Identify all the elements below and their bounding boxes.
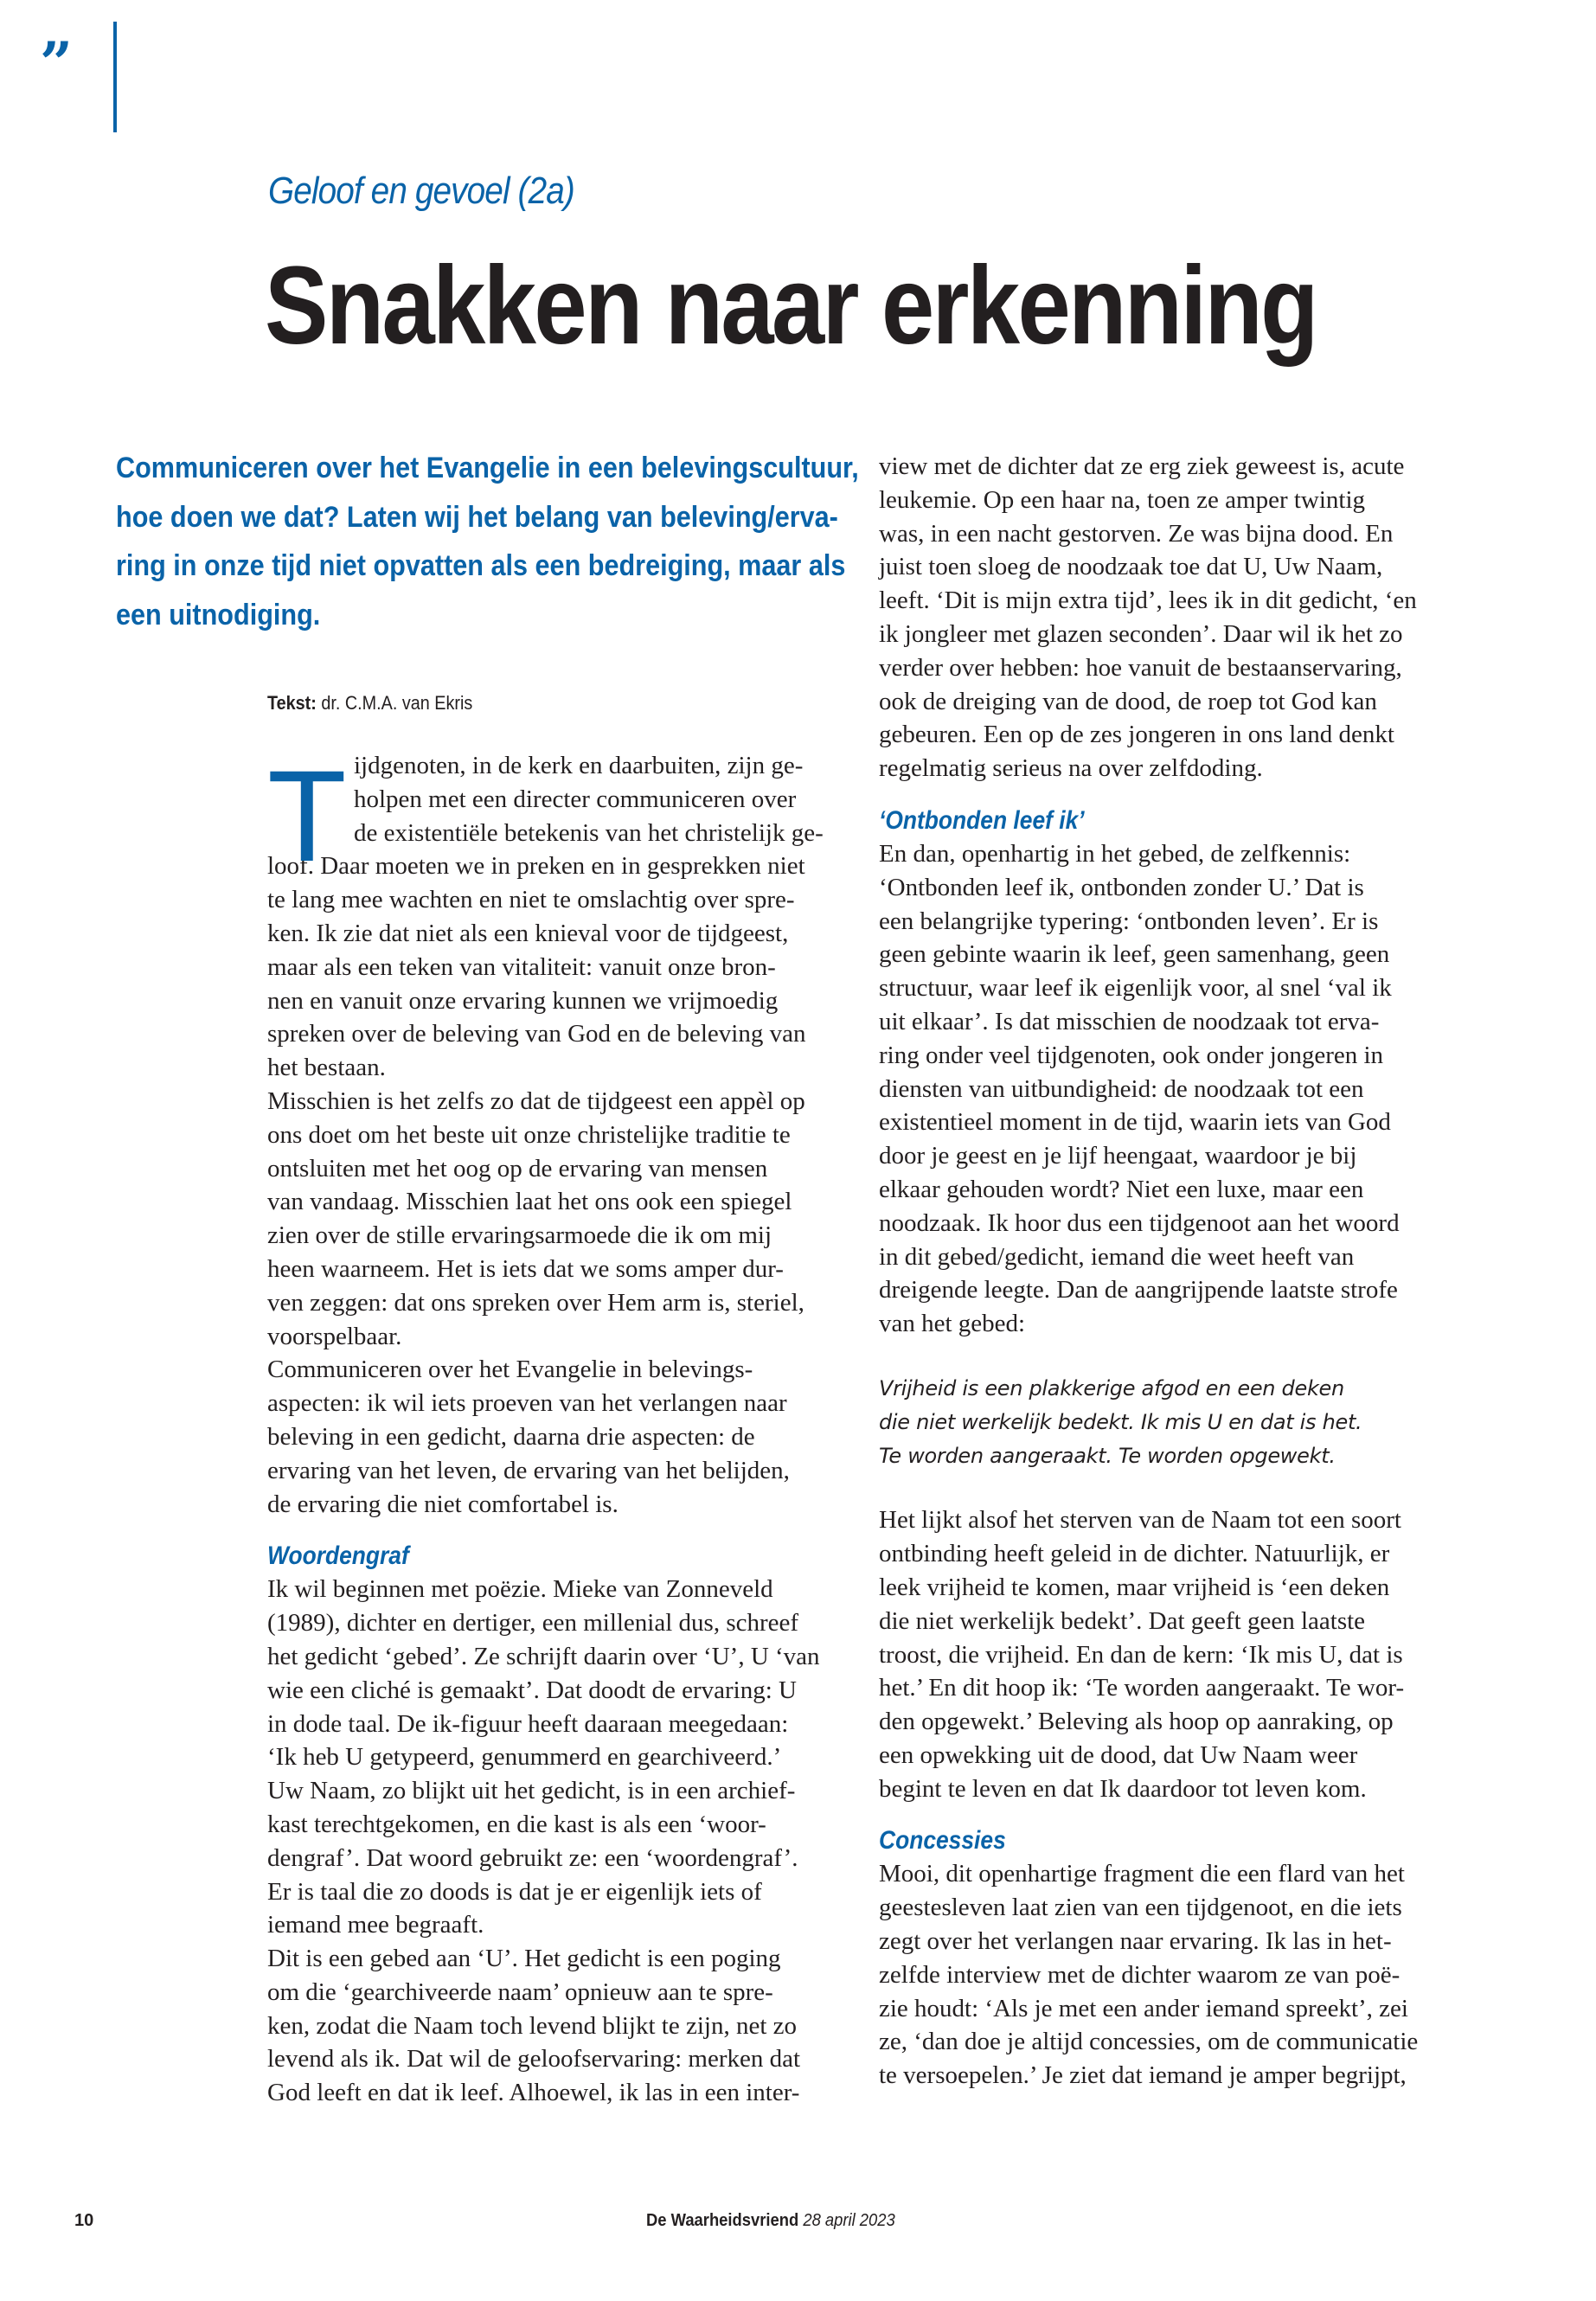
text-line: maar als een teken van vitaliteit: vanuit onze bron- [267,952,776,981]
text-line: loof. Daar moeten we in preken en in gesprekken niet [267,852,805,881]
text-line: die niet werkelijk bedekt’. Dat geeft geen laatste [879,1606,1366,1635]
byline-author: dr. C.M.A. van Ekris [321,692,473,714]
text-line: leek vrijheid te komen, maar vrijheid is ‘een deken [879,1573,1390,1601]
text-line: ons doet om het beste uit onze christelijke traditie te [267,1120,791,1149]
paragraph [267,1942,856,2110]
text-line: in dode taal. De ik-figuur heeft daaraan meegedaan: [267,1709,789,1738]
text-line: wie een cliché is gemaakt’. Dat doodt de ervaring: U [267,1676,797,1704]
text-line: view met de dichter dat ze erg ziek geweest is, acute [879,452,1405,480]
text-line: noodzaak. Ik hoor dus een tijdgenoot aan het woord [879,1208,1400,1237]
text-line: God leeft en dat ik leef. Alhoewel, ik las in een inter- [267,2079,800,2107]
header-divider [113,22,117,132]
text-line: Vrijheid is een plakkerige afgod en een deken [879,1375,1344,1400]
publication-footer [646,2211,895,2231]
text-line: om die ‘gearchiveerde naam’ opnieuw aan te spre- [267,1977,773,2006]
text-line: Misschien is het zelfs zo dat de tijdgeest een appèl op [267,1086,805,1115]
text-line: ijdgenoten, in de kerk en daarbuiten, zijn ge- [354,752,804,779]
subheading-concessies: Concessies [879,1826,1006,1856]
text-line: Het lijkt alsof het sterven van de Naam tot een soort [879,1506,1401,1535]
text-line: verder over hebben: hoe vanuit de bestaanservaring, [879,653,1402,682]
byline [267,692,472,715]
text-line: door je geest en je lijf heengaat, waardoor je bij [879,1142,1357,1170]
text-line: te versoepelen.’ Je ziet dat iemand je amper begrijpt, [879,2061,1407,2090]
text-line: in dit gebed/gedicht, iemand die weet heeft van [879,1242,1355,1271]
text-line: Ik wil beginnen met poëzie. Mieke van Zonneveld [267,1575,773,1604]
text-line: te lang mee wachten en niet te omslachtig over spre- [267,886,795,914]
text-line: de existentiële betekenis van het christelijk ge- [354,818,824,847]
paragraph [267,1353,856,1521]
text-line: levend als ik. Dat wil de geloofservaring: merken dat [267,2045,801,2073]
text-line: ‘Ontbonden leef ik, ontbonden zonder U.’ Dat is [879,873,1364,901]
text-line: gebeuren. Een op de zes jongeren in ons land denkt [879,721,1394,749]
text-line: Te worden aangeraakt. Te worden opgewekt. [879,1443,1336,1468]
text-line: (1989), dichter en dertiger, een millenial dus, schreef [267,1609,799,1638]
text-line: kast terechtgekomen, en die kast is als een ‘woor- [267,1810,766,1838]
page-number: 10 [74,2211,94,2230]
text-line: dreigende leegte. Dan de aangrijpende laatste strofe [879,1276,1398,1304]
text-line: diensten van uitbundigheid: de noodzaak tot een [879,1074,1364,1103]
text-line: geestesleven laat zien van een tijdgenoot, en die iets [879,1894,1402,1922]
paragraph [879,450,1476,785]
text-line: regelmatig serieus na over zelfdoding. [879,754,1263,783]
text-line: Communiceren over het Evangelie in belevings- [267,1356,753,1384]
closing-quote-icon: ” [40,29,67,97]
text-line: ook de dreiging van de dood, de roep tot God kan [879,687,1377,715]
intro-line: hoe doen we dat? Laten wij het belang van beleving/erva- [116,500,838,534]
text-line: dengraf’. Dat woord gebruikt ze: een ‘woordengraf’. [267,1843,798,1872]
paragraph [267,849,856,1085]
intro-line: Communiceren over het Evangelie in een belevingscultuur, [116,452,859,484]
text-line: begint te leven en dat Ik daardoor tot leven kom. [879,1774,1367,1803]
text-line: leeft. ‘Dit is mijn extra tijd’, lees ik in dit gedicht, ‘en [879,586,1417,615]
paragraph [879,1857,1476,2093]
text-line: Mooi, dit openhartige fragment die een flard van het [879,1860,1405,1888]
text-line: ontsluiten met het oog op de ervaring van mensen [267,1154,768,1183]
text-line: een belangrijke typering: ‘ontbonden leven’. Er is [879,907,1379,935]
byline-label: Tekst: [267,692,317,714]
text-line: van het gebed: [879,1310,1026,1338]
text-line: Dit is een gebed aan ‘U’. Het gedicht is een poging [267,1945,781,1973]
publication-name: De Waarheidsvriend [646,2211,799,2230]
text-line: beleving in een gedicht, daarna drie aspecten: de [267,1422,755,1451]
text-line: iemand mee begraaft. [267,1911,484,1939]
text-line: zelfde interview met de dichter waarom ze van poë- [879,1960,1401,1989]
text-line: holpen met een directer communiceren over [354,785,797,813]
text-line: elkaar gehouden wordt? Niet een luxe, maar een [879,1175,1364,1203]
text-line: voorspelbaar. [267,1322,402,1350]
text-line: het gedicht ‘gebed’. Ze schrijft daarin over ‘U’, U ‘van [267,1642,820,1670]
text-line: ze, ‘dan doe je altijd concessies, om de communicatie [879,2028,1419,2056]
text-line: den opgewekt.’ Beleving als hoop op aanraking, op [879,1708,1394,1736]
text-line: heen waarneem. Het is iets dat we soms amper dur- [267,1254,784,1283]
intro-line: een uitnodiging. [116,598,321,631]
article-title: Snakken naar erkenning [265,244,1317,368]
left-column [267,743,856,2110]
right-column [879,450,1476,2093]
paragraph [879,837,1476,1341]
publication-date: 28 april 2023 [803,2211,895,2230]
paragraph [879,1503,1476,1805]
subheading-ontbonden: ‘Ontbonden leef ik’ [879,805,1085,835]
drop-cap: T [267,743,347,888]
text-line: zie houdt: ‘Als je met een ander iemand spreekt’, zei [879,1994,1408,2022]
text-line: structuur, waar leef ik eigenlijk voor, al snel ‘val ik [879,974,1392,1003]
text-line: uit elkaar’. Is dat misschien de noodzaak tot erva- [879,1007,1380,1035]
text-line: zien over de stille ervaringsarmoede die ik om mij [267,1221,772,1250]
text-line: het bestaan. [267,1054,386,1082]
text-line: zegt over het verlangen naar ervaring. Ik las in het- [879,1927,1392,1956]
subheading-woordengraf: Woordengraf [267,1541,409,1571]
poem-quote [879,1372,1476,1472]
text-line: ervaring van het leven, de ervaring van het belijden, [267,1456,790,1484]
text-line: van vandaag. Misschien laat het ons ook een spiegel [267,1188,792,1216]
article-intro [116,444,859,639]
paragraph [267,1085,856,1353]
text-line: een opwekking uit de dood, dat Uw Naam weer [879,1740,1358,1769]
text-line: die niet werkelijk bedekt. Ik mis U en dat is het. [879,1409,1362,1434]
text-line: de ervaring die niet comfortabel is. [267,1490,619,1518]
text-line: leukemie. Op een haar na, toen ze amper twintig [879,485,1366,514]
text-line: ik jongleer met glazen seconden’. Daar wil ik het zo [879,619,1403,648]
text-line: nen en vanuit onze ervaring kunnen we vrijmoedig [267,986,779,1015]
text-line: troost, die vrijheid. En dan de kern: ‘Ik mis U, dat is [879,1640,1403,1669]
text-line: ontbinding heeft geleid in de dichter. Natuurlijk, er [879,1540,1390,1568]
text-line: ring onder veel tijdgenoten, ook onder jongeren in [879,1041,1384,1069]
intro-line: ring in onze tijd niet opvatten als een bedreiging, maar als [116,549,846,582]
text-line: Uw Naam, zo blijkt uit het gedicht, is in een archief- [267,1777,796,1805]
text-line: geen gebinte waarin ik leef, geen samenhang, geen [879,940,1390,969]
text-line: spreken over de beleving van God en de beleving van [267,1020,806,1048]
text-line: ken. Ik zie dat niet als een knieval voor de tijdgeest, [267,919,789,947]
series-kicker: Geloof en gevoel (2a) [268,170,574,212]
text-line: ‘Ik heb U getypeerd, genummerd en gearchiveerd.’ [267,1743,782,1772]
paragraph [267,1573,856,1942]
text-line: aspecten: ik wil iets proeven van het verlangen naar [267,1389,787,1418]
text-line: En dan, openhartig in het gebed, de zelfkennis: [879,839,1351,868]
text-line: ven zeggen: dat ons spreken over Hem arm is, steriel, [267,1288,804,1317]
text-line: juist toen sloeg de noodzaak toe dat U, Uw Naam, [879,553,1383,581]
text-line: existentieel moment in de tijd, waarin iets van God [879,1108,1391,1137]
text-line: Er is taal die zo doods is dat je er eigenlijk iets of [267,1877,762,1906]
text-line: het.’ En dit hoop ik: ‘Te worden aangeraakt. Te wor- [879,1674,1405,1702]
text-line: was, in een nacht gestorven. Ze was bijna dood. En [879,519,1394,548]
text-line: ken, zodat die Naam toch levend blijkt te zijn, net zo [267,2011,798,2040]
